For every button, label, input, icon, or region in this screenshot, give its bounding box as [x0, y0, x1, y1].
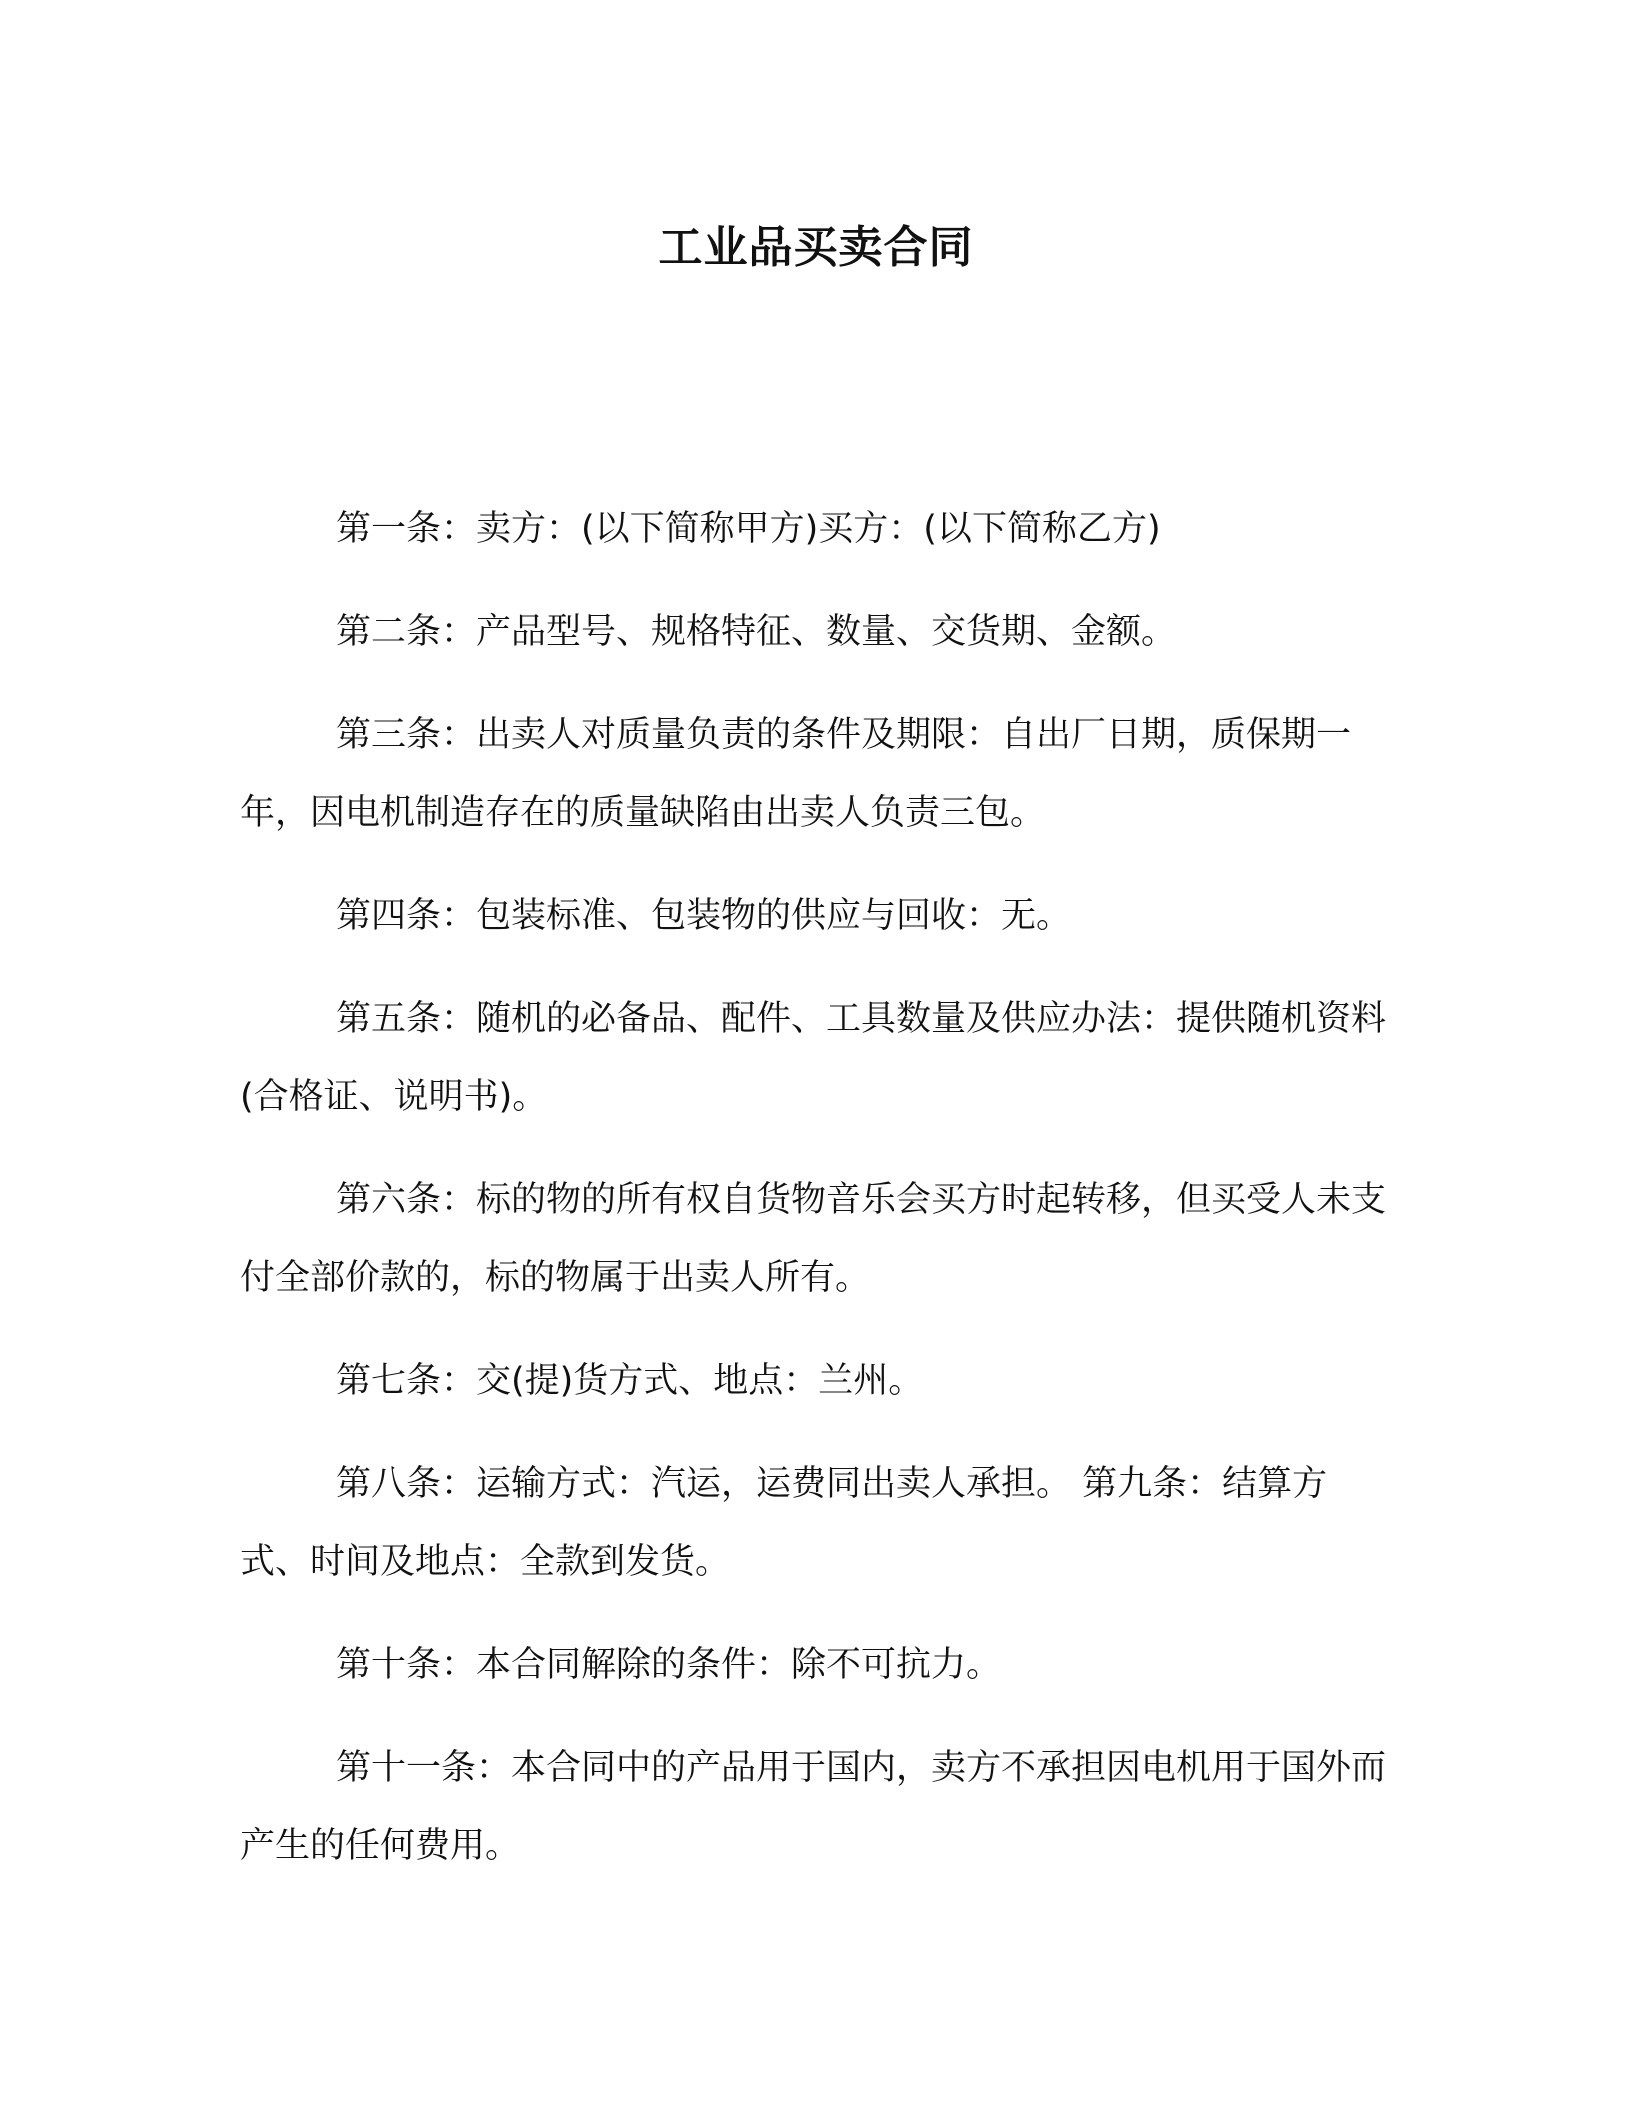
article-list [240, 490, 1392, 1910]
article-8-9: 第八条：运输方式：汽运，运费同出卖人承担。 第九条：结算方式、时间及地点：全款到发货。 [240, 1464, 1328, 1582]
article-4: 第四条：包装标准、包装物的供应与回收：无。 [336, 896, 1072, 936]
article-3: 第三条：出卖人对质量负责的条件及期限：自出厂日期，质保期一年，因电机制造存在的质量缺陷由出卖人负责三包。 [240, 715, 1352, 833]
article-6: 第六条：标的物的所有权自货物音乐会买方时起转移，但买受人未支付全部价款的，标的物属于出卖人所有。 [240, 1180, 1387, 1298]
article-5: 第五条：随机的必备品、配件、工具数量及供应办法：提供随机资料(合格证、说明书)。 [240, 999, 1387, 1117]
document-title: 工业品买卖合同 [658, 222, 974, 273]
article-10: 第十条：本合同解除的条件：除不可抗力。 [336, 1645, 1002, 1685]
article-11: 第十一条：本合同中的产品用于国内，卖方不承担因电机用于国外而产生的任何费用。 [240, 1748, 1387, 1866]
article-1: 第一条：卖方：(以下简称甲方)买方：(以下简称乙方) [336, 509, 1161, 549]
article-7: 第七条：交(提)货方式、地点：兰州。 [336, 1361, 924, 1401]
article-2: 第二条：产品型号、规格特征、数量、交货期、金额。 [336, 612, 1177, 652]
